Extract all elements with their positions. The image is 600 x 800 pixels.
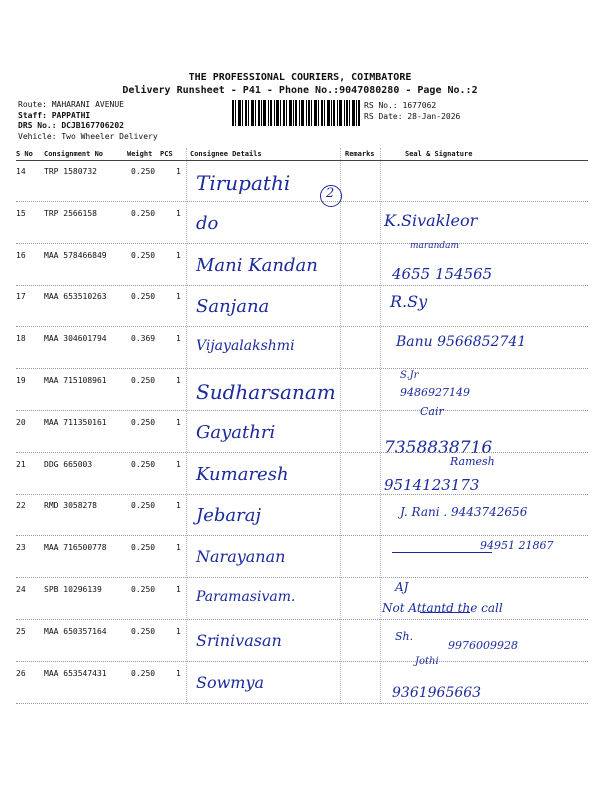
note-marandam: marandam xyxy=(410,241,460,251)
circled-number: 2 xyxy=(326,186,335,201)
cell-consignment: MAA 650357164 xyxy=(44,626,107,636)
col-pcs: PCS xyxy=(160,150,173,158)
cell-sno: 15 xyxy=(16,208,26,218)
cell-pcs: 1 xyxy=(176,543,181,553)
consignee-name-handwritten: Srinivasan xyxy=(196,630,282,650)
cell-sno: 18 xyxy=(16,334,26,344)
cell-pcs: 1 xyxy=(176,334,181,344)
cell-sno: 26 xyxy=(16,668,26,678)
rs-date: RS Date: 28-Jan-2026 xyxy=(364,112,461,121)
cell-weight: 0.250 xyxy=(131,417,156,427)
cell-sno: 25 xyxy=(16,626,26,636)
cell-pcs: 1 xyxy=(176,167,181,176)
table-row xyxy=(0,454,600,495)
rs-no: RS No.: 1677062 xyxy=(364,101,437,110)
table-row xyxy=(0,621,600,662)
consignee-name-handwritten: Jebaraj xyxy=(196,505,262,527)
cell-consignment: MAA 653510263 xyxy=(44,292,107,302)
consignee-name-handwritten: Sanjana xyxy=(196,296,270,318)
table-row xyxy=(0,495,600,536)
table-row xyxy=(0,579,600,620)
consignee-name-handwritten: Paramasivam. xyxy=(196,589,296,605)
table-row xyxy=(0,412,600,458)
cell-weight: 0.369 xyxy=(131,334,156,344)
signature-handwritten: 7358838716 xyxy=(384,437,493,458)
signature-handwritten: J. Rani . 9443742656 xyxy=(400,505,528,520)
cell-sno: 19 xyxy=(16,376,26,385)
cell-consignment: SPB 10296139 xyxy=(44,585,102,594)
table-row xyxy=(0,663,600,704)
consignee-name-handwritten: Sudharsanam xyxy=(196,380,336,404)
cell-pcs: 1 xyxy=(176,585,181,594)
cell-weight: 0.250 xyxy=(131,250,156,260)
table-row xyxy=(0,328,600,369)
col-weight: Weight xyxy=(127,150,153,158)
cell-sno: 14 xyxy=(16,167,26,176)
cell-consignment: MAA 304601794 xyxy=(44,334,107,344)
runsheet-title: Delivery Runsheet - P41 - Phone No.:9047080280 - Page No.:2 xyxy=(122,85,478,96)
staff: Staff: PAPPATHI xyxy=(18,110,91,120)
cell-pcs: 1 xyxy=(176,417,181,427)
row-divider xyxy=(16,703,588,704)
table-row xyxy=(0,370,600,411)
signature-handwritten: 9976009928 xyxy=(448,638,518,652)
sign-25: Sh. xyxy=(395,630,414,643)
col-seal: Seal & Signature xyxy=(405,150,473,158)
signature-handwritten: 4655 154565 xyxy=(392,264,493,283)
signature-handwritten: Banu 9566852741 xyxy=(396,334,527,351)
cell-consignment: MAA 578466849 xyxy=(44,250,107,260)
table-row xyxy=(0,161,600,202)
cell-pcs: 1 xyxy=(176,459,181,469)
cell-sno: 23 xyxy=(16,543,26,553)
col-remarks: Remarks xyxy=(345,150,375,158)
consignee-name-handwritten: Tirupathi xyxy=(196,171,291,195)
cell-weight: 0.250 xyxy=(131,668,156,678)
cell-weight: 0.250 xyxy=(131,292,156,302)
drs-no: DRS No.: DCJB167706202 xyxy=(18,121,124,130)
sign-19: S.Jr xyxy=(400,370,419,381)
cell-pcs: 1 xyxy=(176,626,181,636)
cell-sno: 20 xyxy=(16,417,26,427)
cell-sno: 16 xyxy=(16,250,26,260)
cell-pcs: 1 xyxy=(176,501,181,511)
cell-consignment: MAA 653547431 xyxy=(44,668,107,678)
strike-through xyxy=(420,612,470,613)
table-row xyxy=(0,245,600,286)
col-sno: S No xyxy=(16,150,33,158)
cell-weight: 0.250 xyxy=(131,376,156,385)
signature-handwritten: R.Sy xyxy=(390,292,428,312)
note-aj: AJ xyxy=(395,580,409,594)
cell-sno: 22 xyxy=(16,501,26,511)
cell-pcs: 1 xyxy=(176,208,181,218)
route: Route: MAHARANI AVENUE xyxy=(18,100,124,109)
cell-consignment: TRP 1580732 xyxy=(44,167,97,176)
consignee-name-handwritten: Kumaresh xyxy=(196,463,289,485)
cell-weight: 0.250 xyxy=(131,501,156,511)
consignee-name-handwritten: Vijayalakshmi xyxy=(196,338,295,355)
col-consignment: Consignment No xyxy=(44,150,104,158)
cell-pcs: 1 xyxy=(176,376,181,385)
sign-20: Cair xyxy=(420,405,444,418)
cell-consignment: RMD 3058278 xyxy=(44,501,97,511)
consignee-name-handwritten: Mani Kandan xyxy=(196,254,318,276)
vehicle: Vehicle: Two Wheeler Delivery xyxy=(18,131,158,141)
barcode-image xyxy=(232,100,360,126)
cell-weight: 0.250 xyxy=(131,626,156,636)
cell-weight: 0.250 xyxy=(131,167,156,176)
cell-sno: 17 xyxy=(16,292,26,302)
consignee-name-handwritten: do xyxy=(196,212,219,234)
meta-left xyxy=(18,100,158,142)
cell-consignment: MAA 716500778 xyxy=(44,543,107,553)
cell-consignment: MAA 715108961 xyxy=(44,376,107,385)
sign-21: Ramesh xyxy=(450,455,495,468)
table-row xyxy=(0,537,600,578)
table-row xyxy=(0,203,600,244)
consignee-name-handwritten: Gayathri xyxy=(196,421,276,443)
meta-right xyxy=(364,100,460,122)
cell-weight: 0.250 xyxy=(131,543,156,553)
signature-stroke xyxy=(392,552,492,553)
signature-handwritten: 9361965663 xyxy=(392,684,482,701)
cell-pcs: 1 xyxy=(176,668,181,678)
cell-weight: 0.250 xyxy=(131,459,156,469)
cell-pcs: 1 xyxy=(176,292,181,302)
table-row xyxy=(0,286,600,327)
cell-consignment: TRP 2566158 xyxy=(44,208,97,218)
signature-handwritten: 94951 21867 xyxy=(480,539,554,553)
signature-handwritten: 9514123173 xyxy=(384,475,480,494)
consignee-name-handwritten: Narayanan xyxy=(196,547,286,567)
col-consignee: Consignee Details xyxy=(190,150,262,158)
cell-consignment: MAA 711350161 xyxy=(44,417,107,427)
signature-handwritten: Not Attantd the call xyxy=(382,601,503,615)
note-jothi: Jothi xyxy=(415,656,439,667)
cell-sno: 24 xyxy=(16,585,26,594)
cell-weight: 0.250 xyxy=(131,208,156,218)
consignee-name-handwritten: Sowmya xyxy=(196,672,265,692)
signature-handwritten: K.Sivakleor xyxy=(384,210,478,230)
signature-handwritten: 9486927149 xyxy=(400,386,470,399)
cell-pcs: 1 xyxy=(176,250,181,260)
cell-consignment: DDG 665003 xyxy=(44,459,93,469)
cell-sno: 21 xyxy=(16,459,26,469)
cell-weight: 0.250 xyxy=(131,585,156,594)
company-title: THE PROFESSIONAL COURIERS, COIMBATORE xyxy=(188,72,412,83)
